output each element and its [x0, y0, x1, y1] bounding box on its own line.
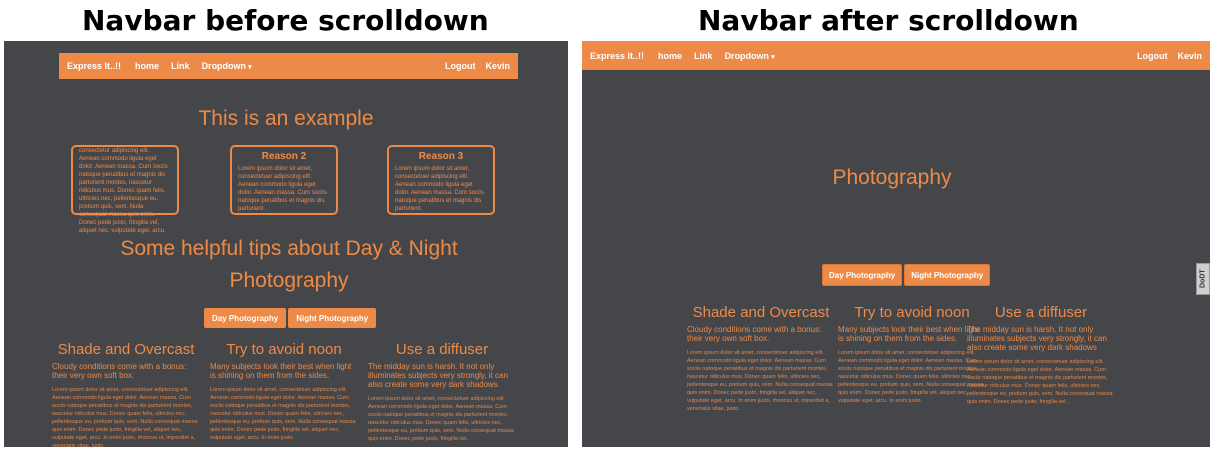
tip-column [687, 304, 835, 413]
tips-title-partial [732, 166, 1052, 194]
tip-title: Use a diffuser [395, 341, 489, 358]
nav-link[interactable]: Link [694, 50, 713, 61]
hero-title: This is an example [198, 107, 374, 130]
reason-card [71, 145, 179, 234]
navbar [59, 53, 518, 79]
navbar-fixed [582, 41, 1210, 70]
tip-column [52, 341, 200, 450]
nav-logout[interactable]: Logout [1136, 50, 1168, 61]
nav-dropdown-label: Dropdown [724, 50, 770, 61]
caption-before-scroll: Navbar before scrolldown [82, 4, 489, 37]
devtools-tab[interactable]: DoDT [1196, 263, 1210, 295]
night-photography-button[interactable]: Night Photography [904, 264, 990, 286]
navbar-brand[interactable]: Express It..!! [590, 50, 645, 61]
tip-body: Lorem ipsum dolor sit amet, consectetuer adipiscing elit. Aenean commodo ligula eget dolor. Aenean massa. Cum sociis natoque penatibus et magnis dis parturient montes, nascetur ridiculus mus. Donec quam felis, ultricies nec, pellentesque eu, pretium quis, sem. Nulla consequat massa quis enim. Donec pede justo, fringilla vel. [368, 396, 514, 442]
tip-body: Lorem ipsum dolor sit amet, consectetuer adipiscing elit. Aenean commodo ligula eget dolor. Aenean massa. Cum sociis natoque penatibus et magnis dis parturient montes, nascetur ridiculus mus. Donec quam felis, ultricies nec, pellentesque eu, pretium quis, sem. Nulla consequat massa quis enim. Donec pede justo, fringilla vel, aliquet nec, vulputate eget, arcu. In enim justo, rhoncus ut, imperdiet a, venenatis vitae, justo. [687, 350, 833, 412]
photo-type-buttons [204, 308, 376, 328]
tip-title: Try to avoid noon [226, 341, 342, 358]
tips-title-line1: Some helpful tips about Day & Night [120, 237, 458, 260]
tip-subtitle: Many subjects look their best when light is shining on them from the sides. [838, 325, 980, 343]
day-photography-button[interactable]: Day Photography [204, 308, 286, 328]
nav-user[interactable]: Kevin [485, 61, 510, 71]
tip-title: Use a diffuser [994, 304, 1088, 321]
tips-title-line2: Photography [229, 269, 349, 292]
nav-home[interactable]: home [658, 50, 683, 61]
nav-link[interactable]: Link [171, 61, 190, 71]
screenshot-after-scroll [582, 41, 1210, 447]
night-photography-button[interactable]: Night Photography [288, 308, 376, 328]
tip-title: Shade and Overcast [57, 341, 195, 358]
screenshot-before-scroll [4, 41, 568, 447]
tip-subtitle: Many subjects look their best when light is shining on them from the sides. [210, 362, 352, 380]
caption-after-scroll: Navbar after scrolldown [698, 4, 1079, 37]
tip-body: Lorem ipsum dolor sit amet, consectetuer adipiscing elit. Aenean commodo ligula eget dolor. Aenean massa. Cum sociis natoque penatibus et magnis dis parturient montes, nascetur ridiculus mus. Donec quam felis, ultricies nec, pellentesque eu, pretium quis, sem. Nulla consequat massa quis enim. Donec pede justo, fringilla vel, aliquet nec, vulputate eget, arcu. In enim justo. [210, 387, 356, 441]
reason-title: Reason 3 [418, 151, 464, 162]
day-photography-button[interactable]: Day Photography [822, 264, 902, 286]
tip-title: Try to avoid noon [854, 304, 970, 321]
tip-title: Shade and Overcast [692, 304, 830, 321]
tip-body: Lorem ipsum dolor sit amet, consectetuer adipiscing elit. Aenean commodo ligula eget dolor. Aenean massa. Cum sociis natoque penatibus et magnis dis parturient montes, nascetur ridiculus mus. Donec quam felis, ultricies nec, pellentesque eu, pretium quis, sem. Nulla consequat massa quis enim. Donec pede justo, fringilla vel. [967, 359, 1113, 405]
nav-logout[interactable]: Logout [444, 61, 476, 71]
nav-user[interactable]: Kevin [1177, 50, 1202, 61]
tip-body: Lorem ipsum dolor sit amet, consectetuer adipiscing elit. Aenean commodo ligula eget dolor. Aenean massa. Cum sociis natoque penatibus et magnis dis parturient montes, nascetur ridiculus mus. Donec quam felis, ultricies nec, pellentesque eu, pretium quis, sem. Nulla consequat massa quis enim. Donec pede justo, fringilla vel, aliquet nec, vulputate eget, arcu. In enim justo, rhoncus ut, imperdiet a, venenatis vitae, justo. [52, 387, 198, 449]
nav-home[interactable]: home [135, 61, 160, 71]
tips-title [64, 233, 514, 297]
tip-column [838, 304, 986, 405]
tip-subtitle: The midday sun is harsh. It not only illuminates subjects very strongly, it can also create some very dark shadows [368, 362, 508, 389]
navbar-brand[interactable]: Express It..!! [67, 61, 122, 71]
reason-title: Reason 2 [261, 151, 307, 162]
reason-body: consectetur adipiscing elit. Aenean commodo ligula eget dolor. Aenean massa. Cum sociis natoque penatibus et magnis dis parturient montes, nascetur ridiculus mus. Donec quam felis, ultricies nec, pellentesque eu, pretium quis, sem. Nulla consequat massa quis enim. Donec pede justo, fringilla vel, aliquet nec, vulputate eget, arcu. [79, 148, 168, 234]
tips-title-line2: Photography [832, 166, 952, 189]
nav-dropdown[interactable] [725, 51, 775, 61]
tip-subtitle: The midday sun is harsh. It not only illuminates subjects very strongly, it can also create some very dark shadows [967, 325, 1107, 352]
reason-card [230, 145, 338, 215]
reason-body: Lorem ipsum dolor sit amet, consectetuer adipiscing elit. Aenean commodo ligula eget dolor. Aenean massa. Cum sociis natoque penatibus et magnis dis parturient. [395, 166, 484, 212]
tip-column [967, 304, 1115, 406]
reason-card [387, 145, 495, 215]
tip-column [210, 341, 358, 442]
nav-dropdown-label: Dropdown [201, 61, 247, 71]
tip-subtitle: Cloudy conditions come with a bonus: their very own soft box. [52, 362, 187, 380]
nav-dropdown[interactable] [202, 61, 252, 71]
photo-type-buttons [822, 264, 990, 286]
tip-column [368, 341, 516, 443]
reason-body: Lorem ipsum dolor sit amet, consectetuer adipiscing elit. Aenean commodo ligula eget dolor. Aenean massa. Cum sociis natoque penatibus et magnis dis parturient. [238, 166, 327, 212]
tip-subtitle: Cloudy conditions come with a bonus: their very own soft box. [687, 325, 822, 343]
caret-down-icon: ▾ [248, 64, 252, 71]
caret-down-icon: ▾ [771, 53, 775, 61]
tip-body: Lorem ipsum dolor sit amet, consectetuer adipiscing elit. Aenean commodo ligula eget dolor. Aenean massa. Cum sociis natoque penatibus et magnis dis parturient montes, nascetur ridiculus mus. Donec quam felis, ultricies nec, pellentesque eu, pretium quis, sem. Nulla consequat massa quis enim. Donec pede justo, fringilla vel, aliquet nec, vulputate eget, arcu. In enim justo. [838, 350, 984, 404]
